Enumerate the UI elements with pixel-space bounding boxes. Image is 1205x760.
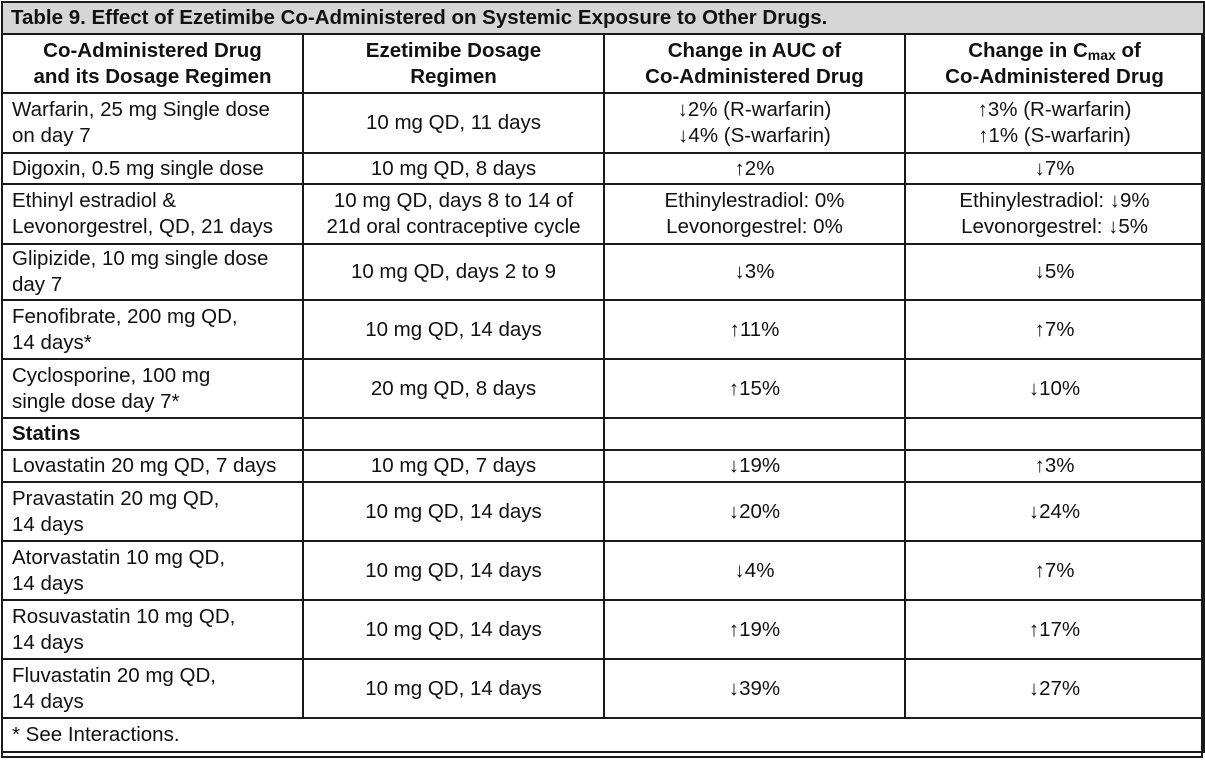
cell-line: ↑7% xyxy=(1034,558,1075,582)
cell-cmax-change xyxy=(905,153,1204,184)
cell-line: single dose day 7* xyxy=(12,389,180,413)
cell-drug xyxy=(2,184,303,244)
cell-auc-change xyxy=(604,93,905,153)
cell-line: 14 days xyxy=(12,689,84,713)
cell-line: 20 mg QD, 8 days xyxy=(370,376,537,400)
cell-line: ↓10% xyxy=(1028,376,1081,400)
cell-line: ↑19% xyxy=(728,617,781,641)
cell-drug xyxy=(2,450,303,482)
cell-cmax-change xyxy=(905,300,1204,359)
cell-line: 10 mg QD, 11 days xyxy=(365,111,542,134)
cell-cmax-change xyxy=(905,359,1204,418)
cell-line: Pravastatin 20 mg QD, xyxy=(12,486,220,510)
cell-line: Ethinylestradiol: 0% xyxy=(664,189,845,212)
cell-line: ↑7% xyxy=(1034,317,1075,341)
cell-regimen xyxy=(303,659,604,718)
cell-drug xyxy=(2,600,303,659)
cell-line: 14 days xyxy=(12,512,84,536)
cell-auc-change xyxy=(604,541,905,600)
cell-line: Ethinyl estradiol & xyxy=(12,189,177,212)
cell-line: Glipizide, 10 mg single dose xyxy=(12,247,269,270)
cell-line: 14 days xyxy=(12,571,84,595)
cell-line: ↓24% xyxy=(1028,499,1081,523)
cell-regimen xyxy=(303,359,604,418)
header-cmax-prefix: Change in C xyxy=(968,38,1088,62)
cell-auc-change xyxy=(604,300,905,359)
table-row xyxy=(2,600,1204,659)
cell-line: Lovastatin 20 mg QD, 7 days xyxy=(12,454,277,477)
empty-cell xyxy=(604,418,905,450)
cell-line: 14 days xyxy=(12,630,84,654)
cell-drug xyxy=(2,482,303,541)
cell-line: ↑11% xyxy=(729,317,780,341)
cell-line: Atorvastatin 10 mg QD, xyxy=(12,545,226,569)
cell-line: 10 mg QD, 14 days xyxy=(365,676,542,700)
cell-regimen xyxy=(303,300,604,359)
cell-auc-change xyxy=(604,184,905,244)
cell-line: ↑15% xyxy=(728,376,781,400)
header-ezetimibe-dosage xyxy=(303,34,604,93)
header-cmax-subscript: max xyxy=(1087,46,1116,63)
cell-line: Fenofibrate, 200 mg QD, xyxy=(12,304,238,328)
cell-cmax-change xyxy=(905,600,1204,659)
header-line xyxy=(906,38,1203,64)
cell-auc-change xyxy=(604,659,905,718)
cell-line: 21d oral contraceptive cycle xyxy=(326,215,581,238)
cell-cmax-change xyxy=(905,93,1204,153)
table-row xyxy=(2,244,1204,300)
cell-auc-change xyxy=(604,359,905,418)
cell-line: Ethinylestradiol: ↓9% xyxy=(959,189,1150,212)
cell-cmax-change xyxy=(905,450,1204,482)
table-title: Table 9. Effect of Ezetimibe Co-Administered on Systemic Exposure to Other Drugs. xyxy=(2,2,1204,34)
cell-line: Rosuvastatin 10 mg QD, xyxy=(12,604,236,628)
cell-line: day 7 xyxy=(12,273,63,296)
cell-line: 10 mg QD, 8 days xyxy=(370,156,537,180)
cell-drug xyxy=(2,300,303,359)
cell-line: Levonorgestrel: ↓5% xyxy=(961,215,1148,238)
header-cmax-suffix: of xyxy=(1115,38,1141,62)
cell-line: on day 7 xyxy=(12,124,91,147)
header-line: Change in AUC of xyxy=(667,38,842,62)
drug-interaction-table-frame xyxy=(1,1,1203,758)
table-row xyxy=(2,659,1204,718)
table-row xyxy=(2,153,1204,184)
cell-drug xyxy=(2,153,303,184)
cell-line: ↑1% (S-warfarin) xyxy=(978,124,1131,147)
header-change-cmax xyxy=(905,34,1204,93)
cell-line: ↑17% xyxy=(1028,617,1081,641)
table-row xyxy=(2,359,1204,418)
cell-line: Warfarin, 25 mg Single dose xyxy=(12,98,270,121)
cell-auc-change xyxy=(604,244,905,300)
cell-cmax-change xyxy=(905,244,1204,300)
cell-line: ↓19% xyxy=(728,454,781,477)
cell-drug xyxy=(2,541,303,600)
cell-line: 10 mg QD, days 2 to 9 xyxy=(350,260,557,283)
table-footnote: * See Interactions. xyxy=(2,718,1204,752)
header-line: Co-Administered Drug xyxy=(43,38,262,62)
header-line: and its Dosage Regimen xyxy=(33,64,272,88)
cell-line: ↑3% (R-warfarin) xyxy=(977,98,1132,121)
cell-cmax-change xyxy=(905,482,1204,541)
cell-line: 10 mg QD, days 8 to 14 of xyxy=(333,189,574,212)
header-line: Regimen xyxy=(410,64,497,88)
table-row xyxy=(2,300,1204,359)
cell-regimen xyxy=(303,93,604,153)
section-label-statins: Statins xyxy=(2,418,303,450)
cell-cmax-change xyxy=(905,184,1204,244)
cell-drug xyxy=(2,93,303,153)
table-row xyxy=(2,450,1204,482)
cell-line: ↑3% xyxy=(1034,454,1075,477)
cell-line: 14 days* xyxy=(12,330,92,354)
cell-auc-change xyxy=(604,450,905,482)
cell-regimen xyxy=(303,450,604,482)
cell-line: 10 mg QD, 14 days xyxy=(365,558,542,582)
cell-line: Levonorgestrel: 0% xyxy=(666,215,843,238)
cell-drug xyxy=(2,659,303,718)
cell-line: ↓7% xyxy=(1034,156,1075,180)
cell-line: ↓4% (S-warfarin) xyxy=(678,124,831,147)
header-line: Co-Administered Drug xyxy=(945,64,1164,88)
drug-interaction-table xyxy=(1,1,1205,753)
cell-line: Cyclosporine, 100 mg xyxy=(12,363,211,387)
empty-cell xyxy=(905,418,1204,450)
cell-line: 10 mg QD, 14 days xyxy=(365,317,542,341)
cell-line: ↓2% (R-warfarin) xyxy=(677,98,832,121)
cell-line: 10 mg QD, 14 days xyxy=(365,499,542,523)
cell-line: Levonorgestrel, QD, 21 days xyxy=(12,215,273,238)
cell-regimen xyxy=(303,541,604,600)
header-change-auc xyxy=(604,34,905,93)
cell-line: Digoxin, 0.5 mg single dose xyxy=(12,156,264,180)
header-line: Ezetimibe Dosage xyxy=(365,38,542,62)
cell-line: ↓39% xyxy=(728,676,781,700)
cell-line: ↑2% xyxy=(734,156,775,180)
cell-cmax-change xyxy=(905,541,1204,600)
cell-regimen xyxy=(303,600,604,659)
cell-cmax-change xyxy=(905,659,1204,718)
cell-line: ↓3% xyxy=(734,260,775,283)
table-row xyxy=(2,184,1204,244)
cell-line: ↓5% xyxy=(1034,260,1075,283)
cell-drug xyxy=(2,244,303,300)
cell-auc-change xyxy=(604,600,905,659)
cell-drug xyxy=(2,359,303,418)
header-coadministered-drug xyxy=(2,34,303,93)
empty-cell xyxy=(303,418,604,450)
table-row xyxy=(2,541,1204,600)
cell-regimen xyxy=(303,244,604,300)
cell-regimen xyxy=(303,153,604,184)
cell-line: ↓27% xyxy=(1028,676,1081,700)
cell-auc-change xyxy=(604,153,905,184)
cell-line: ↓20% xyxy=(728,499,781,523)
cell-auc-change xyxy=(604,482,905,541)
table-body-main xyxy=(2,93,1204,418)
cell-line: ↓4% xyxy=(734,558,775,582)
cell-line: 10 mg QD, 7 days xyxy=(370,454,537,477)
header-line: Co-Administered Drug xyxy=(645,64,864,88)
cell-line: 10 mg QD, 14 days xyxy=(365,617,542,641)
table-row xyxy=(2,93,1204,153)
cell-regimen xyxy=(303,482,604,541)
cell-regimen xyxy=(303,184,604,244)
table-row xyxy=(2,482,1204,541)
table-body-statins xyxy=(2,450,1204,718)
cell-line: Fluvastatin 20 mg QD, xyxy=(12,663,216,687)
